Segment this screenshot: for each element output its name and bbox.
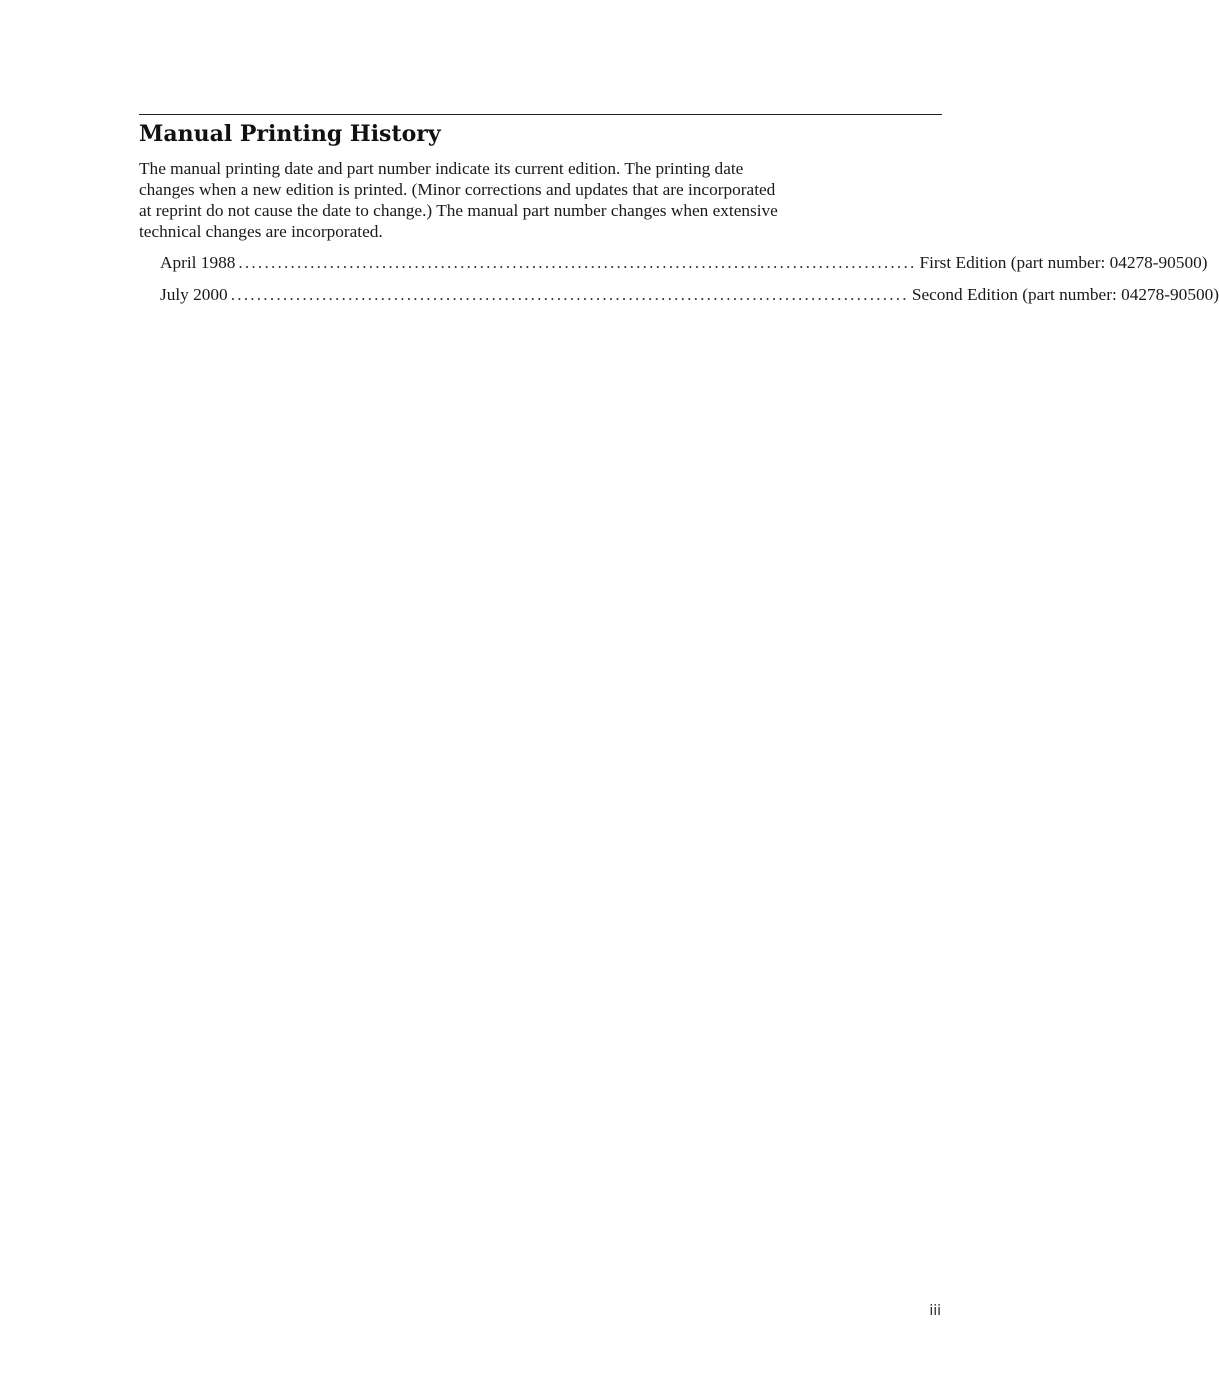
history-date: July 2000 [160,285,228,304]
history-date: April 1988 [160,253,236,272]
history-edition: First Edition (part number: 04278-90500) [919,253,1208,272]
intro-line: technical changes are incorporated. [139,222,383,241]
dot-leader: ........................................................................................................ [238,253,917,272]
history-entry [160,251,1208,275]
history-edition: Second Edition (part number: 04278-90500) [911,285,1219,304]
dot-leader: ........................................................................................................ [230,285,909,304]
history-entry [160,283,1219,307]
intro-line: The manual printing date and part number indicate its current edition. The printing date [139,159,744,178]
intro-line: changes when a new edition is printed. (Minor corrections and updates that are incorporated [139,180,776,199]
page-number: iii [929,1303,941,1319]
section-divider [139,114,942,115]
intro-paragraph [139,158,942,242]
printing-history-list [160,251,1219,315]
section-title: Manual Printing History [139,121,441,147]
intro-line: at reprint do not cause the date to change.) The manual part number changes when extensive [139,201,778,220]
